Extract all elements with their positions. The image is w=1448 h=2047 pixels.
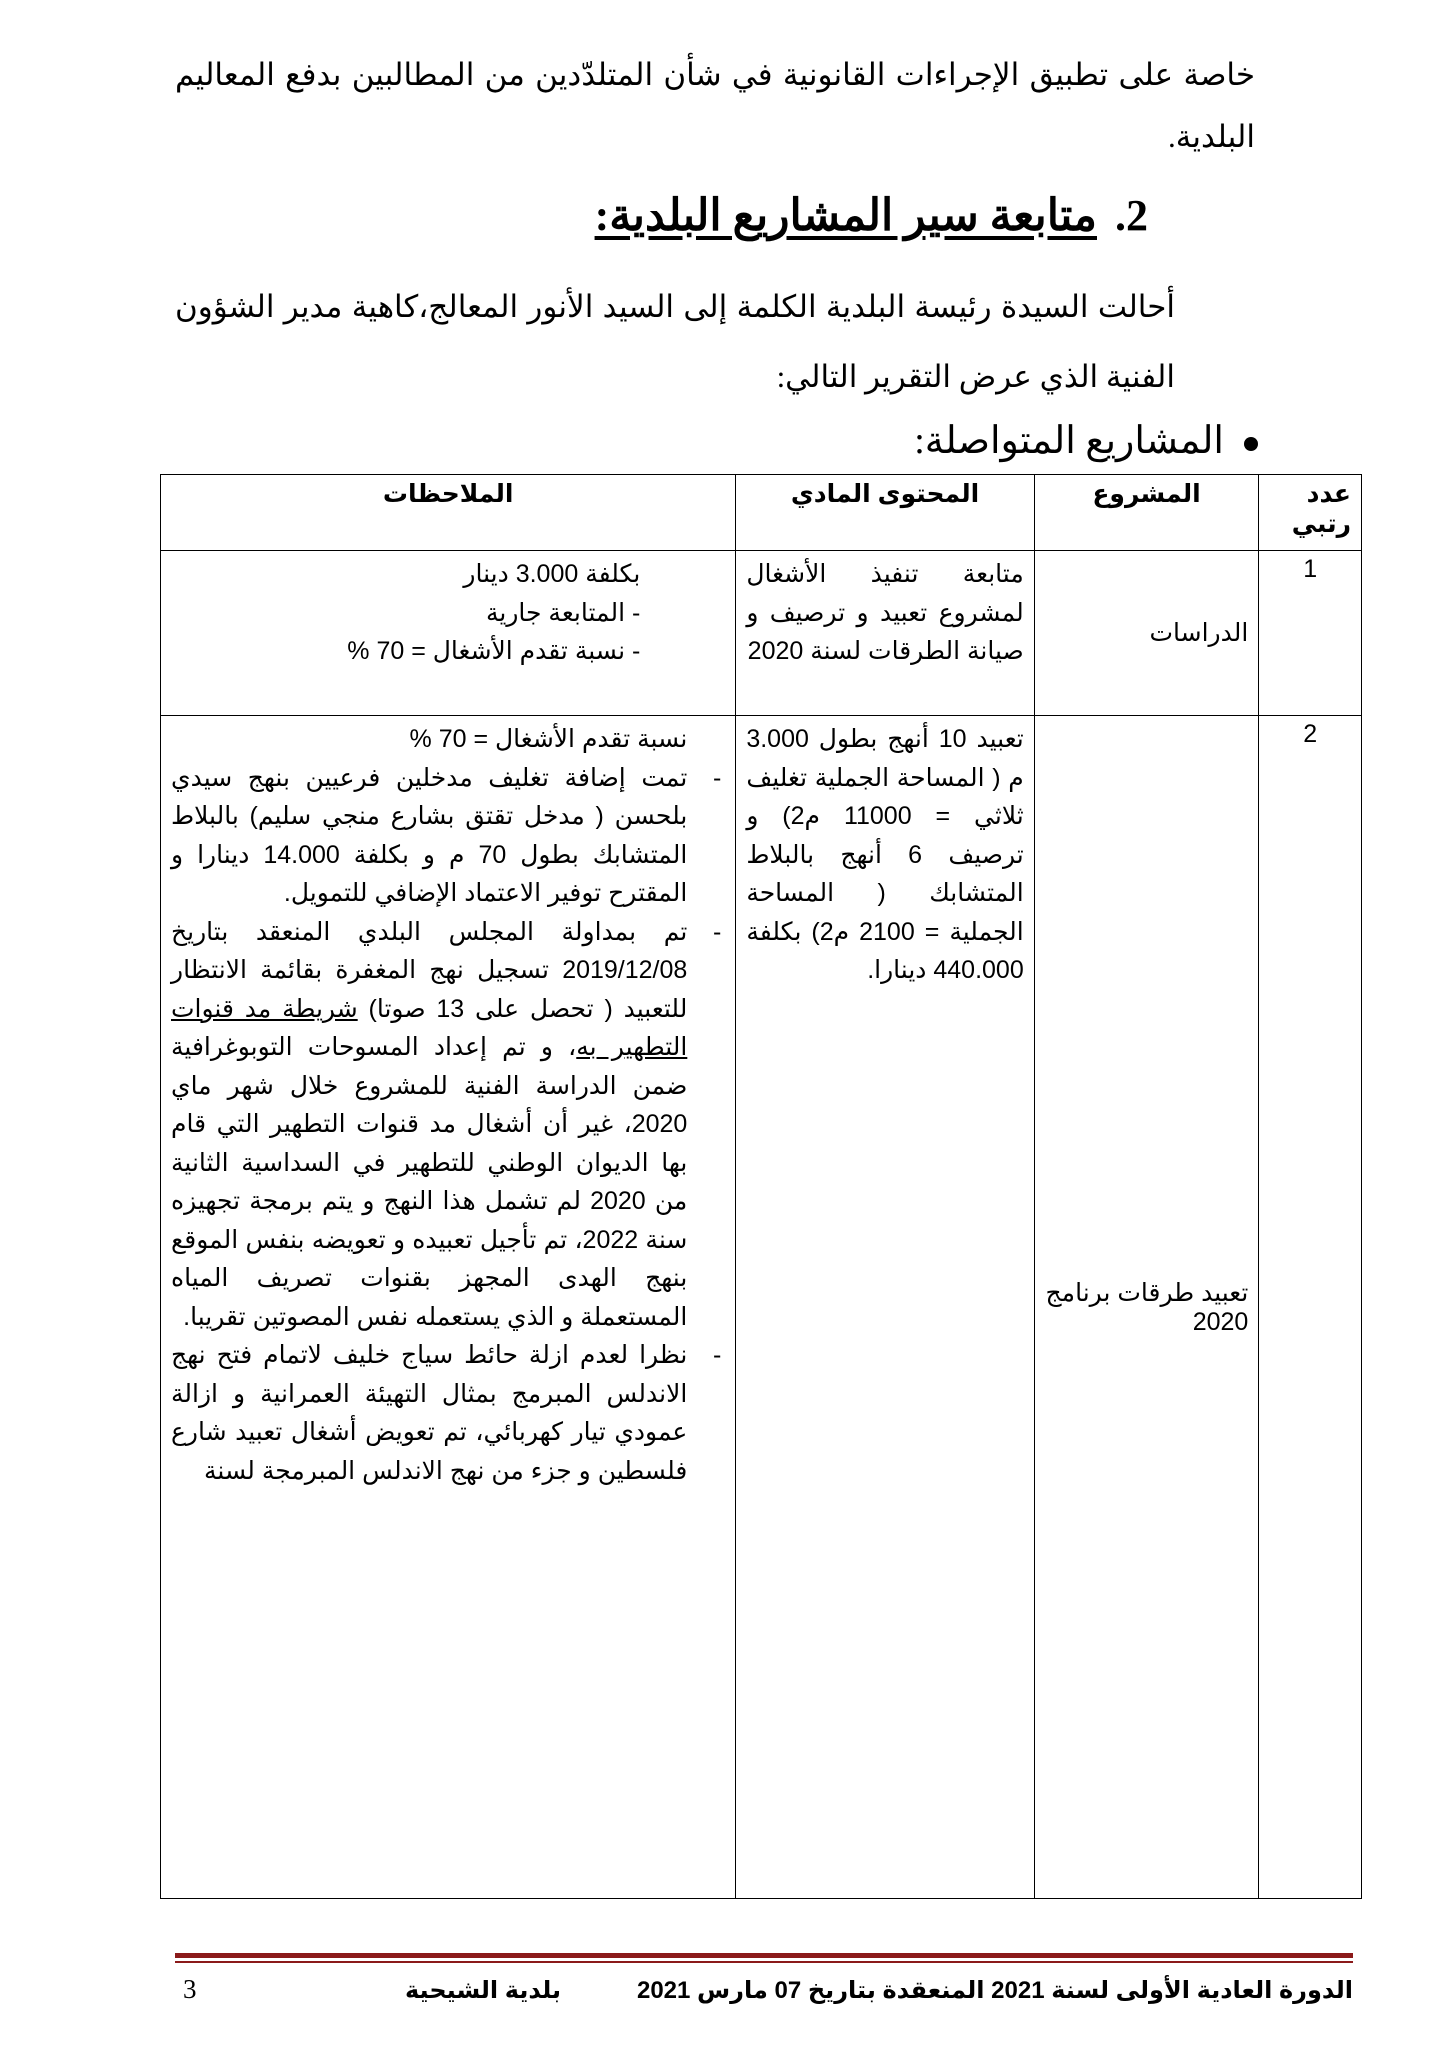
list-item xyxy=(171,1336,725,1490)
header-content: المحتوى المادي xyxy=(736,475,1034,551)
note-text: تمت إضافة تغليف مدخلين فرعيين بنهج سيدي بلحسن ( مدخل تقتق بشارع منجي سليم) بالبلاط المتشابك بطول 70 م و بكلفة 14.000 دينارا و المقترح توفير الاعتماد الإضافي للتمويل. xyxy=(171,763,688,907)
section-title: متابعة سير المشاريع البلدية: xyxy=(594,191,1097,240)
row2-notes xyxy=(161,716,736,1899)
projects-table xyxy=(160,474,1362,1899)
row1-content: متابعة تنفيذ الأشغال لمشروع تعبيد و ترصيف و صيانة الطرقات لسنة 2020 xyxy=(736,551,1034,716)
section-heading xyxy=(595,190,1148,241)
footer-session: الدورة العادية الأولى لسنة 2021 المنعقدة بتاريخ 07 مارس 2021 xyxy=(636,1977,1353,2004)
row2-note-first: نسبة تقدم الأشغال = 70 % xyxy=(409,725,688,753)
table-row xyxy=(161,716,1362,1899)
dash-icon: - xyxy=(712,1341,722,1369)
header-project: المشروع xyxy=(1034,475,1259,551)
table-row xyxy=(161,551,1362,716)
header-num: عدد رتبي xyxy=(1259,475,1362,551)
page-number: 3 xyxy=(183,1974,197,2004)
header-notes: الملاحظات xyxy=(161,475,736,551)
page-footer xyxy=(175,1972,1353,2012)
note-text: ، و تم إعداد المسوحات التوبوغرافية ضمن الدراسة الفنية للمشروع خلال شهر ماي 2020، غير أن أشغال مد قنوات التطهير التي قام بها الديوان الوطني للتطهير في السداسية الثانية من 2020 لم تشمل هذا النهج و يتم برمجة تجهيزه سنة 2022، تم تأجيل تعبيده و تعويضه بنفس الموقع بنهج الهدى المجهز بقنوات تصريف المياه المستعملة و الذي يستعمله نفس المصوتين تقريبا. xyxy=(171,1033,688,1331)
footer-rule xyxy=(175,1953,1353,1958)
list-item xyxy=(171,759,725,913)
intro-paragraph: خاصة على تطبيق الإجراءات القانونية في شأن المتلدّدين من المطالبين بدفع المعاليم البلدية. xyxy=(175,57,1255,154)
bullet-icon xyxy=(1244,437,1258,451)
row1-num: 1 xyxy=(1259,551,1362,716)
dash-icon: - xyxy=(712,917,722,946)
table-header-row xyxy=(161,475,1362,551)
row2-content: تعبيد 10 أنهج بطول 3.000 م ( المساحة الجملية تغليف ثلاثي = 11000 م2) و ترصيف 6 أنهج بالبلاط المتشابك ( المساحة الجملية = 2100 م2) بكلفة 440.000 دينارا. xyxy=(736,716,1034,1899)
row1-note-line: بكلفة 3.000 دينار xyxy=(463,560,641,588)
row1-note-line: - المتابعة جارية xyxy=(485,598,641,627)
row1-note-line: - نسبة تقدم الأشغال = 70 % xyxy=(347,637,641,665)
row1-project: الدراسات xyxy=(1034,551,1259,716)
row2-project: تعبيد طرقات برنامج 2020 xyxy=(1034,716,1259,1899)
footer-rule-thin xyxy=(175,1961,1353,1963)
section-number: 2. xyxy=(1115,191,1148,240)
list-item xyxy=(171,913,725,1337)
report-paragraph: أحالت السيدة رئيسة البلدية الكلمة إلى السيد الأنور المعالج،كاهية مدير الشؤون الفنية الذي عرض التقرير التالي: xyxy=(175,289,1175,394)
bullet-heading xyxy=(914,418,1258,463)
footer-municipality: بلدية الشيحية xyxy=(405,1977,562,2004)
note-text: نظرا لعدم ازلة حائط سياج خليف لاتمام فتح نهج الاندلس المبرمج بمثال التهيئة العمرانية و ازالة عمودي تيار كهربائي، تم تعويض أشغال تعبيد شارع فلسطين و جزء من نهج الاندلس المبرمجة لسنة xyxy=(171,1341,688,1485)
row2-notes-list xyxy=(171,759,725,1491)
dash-icon: - xyxy=(712,763,722,792)
note-text: تم بمداولة المجلس البلدي المنعقد بتاريخ 2019/12/08 تسجيل نهج المغفرة بقائمة الانتظار للتعبيد ( تحصل على 13 صوتا) xyxy=(171,917,688,1023)
row2-num: 2 xyxy=(1259,716,1362,1899)
bullet-heading-text: المشاريع المتواصلة: xyxy=(914,420,1224,462)
note-underlined: شريطة مد قنوات التطهير به xyxy=(171,994,688,1061)
row1-notes xyxy=(161,551,736,716)
